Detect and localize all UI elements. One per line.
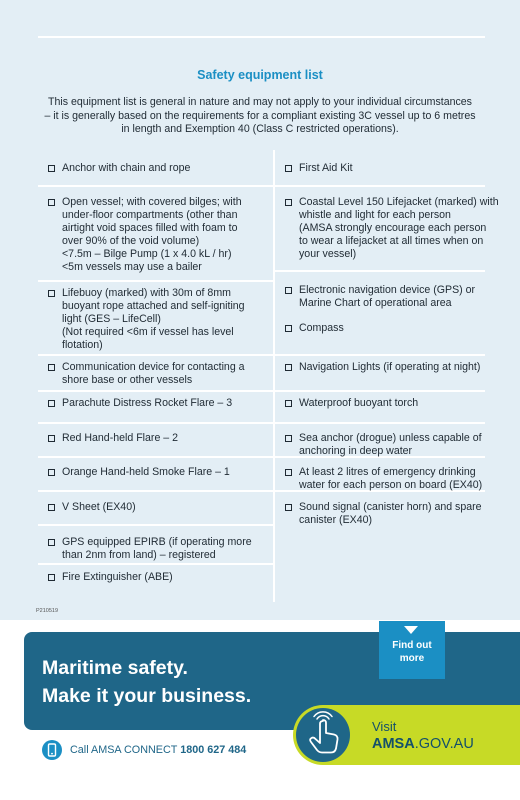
- site-name: AMSA: [372, 736, 415, 752]
- call-amsa-connect[interactable]: [70, 744, 246, 756]
- checklist-item-navigation-lights[interactable]: [285, 361, 503, 374]
- page-title: Safety equipment list: [197, 68, 323, 82]
- item-label: Lifebuoy (marked) with 30m of 8mm buoyant rope attached and self-igniting light (GES – LifeCell) (Not required <6m if vessel has level flotation): [62, 287, 245, 351]
- item-label: Sound signal (canister horn) and spare canister (EX40): [299, 501, 482, 526]
- item-label: Anchor with chain and rope: [62, 162, 191, 174]
- checkbox[interactable]: [285, 400, 292, 407]
- item-label: At least 2 litres of emergency drinking water for each person on board (EX40): [299, 466, 483, 491]
- checklist-item-bilge[interactable]: [48, 196, 270, 274]
- checkbox[interactable]: [48, 504, 55, 511]
- call-label: Call AMSA CONNECT: [70, 744, 181, 756]
- item-label: Open vessel; with covered bilges; with under-floor compartments (other than airtight void spaces filled with foam to over 90% of the void volume) <7.5m – Bilge Pump (1 x 4.0 kL / hr) <5m vessels may use a bailer: [62, 196, 242, 273]
- checklist-item-lifejacket[interactable]: [285, 196, 503, 261]
- row-divider: [38, 280, 273, 282]
- checkbox[interactable]: [48, 400, 55, 407]
- item-label: Electronic navigation device (GPS) or Marine Chart of operational area: [299, 284, 476, 309]
- item-label: First Aid Kit: [299, 162, 353, 174]
- checklist-item-torch[interactable]: [285, 397, 503, 410]
- checklist-item-rocket-flare[interactable]: [48, 397, 270, 410]
- down-arrow-icon: [404, 626, 418, 634]
- row-divider: [38, 490, 273, 492]
- visit-label: Visit: [372, 719, 397, 734]
- checkbox[interactable]: [48, 199, 55, 206]
- item-label: Orange Hand-held Smoke Flare – 1: [62, 466, 230, 478]
- checkbox[interactable]: [48, 469, 55, 476]
- website-url[interactable]: [372, 736, 474, 752]
- checklist-item-drinking-water[interactable]: [285, 466, 503, 492]
- row-divider: [38, 524, 273, 526]
- row-divider: [38, 354, 273, 356]
- checkbox[interactable]: [285, 435, 292, 442]
- row-divider: [38, 422, 273, 424]
- item-label: Coastal Level 150 Lifejacket (marked) with whistle and light for each person (AMSA strongly encourage each person to wear a lifejacket at all times when on your vessel): [299, 196, 499, 260]
- banner-slogan: Maritime safety. Make it your business.: [42, 657, 252, 707]
- checklist-item-smoke-flare[interactable]: [48, 466, 270, 479]
- find-out-more-button[interactable]: Find out more: [379, 621, 445, 679]
- row-divider: [275, 422, 485, 424]
- checklist-item-first-aid[interactable]: [285, 162, 503, 175]
- checklist-item-anchor[interactable]: [48, 162, 270, 175]
- item-label: Parachute Distress Rocket Flare – 3: [62, 397, 233, 409]
- pointing-hand-icon: [296, 708, 350, 762]
- item-label: Compass: [299, 322, 344, 334]
- checkbox[interactable]: [48, 364, 55, 371]
- checkbox[interactable]: [48, 539, 55, 546]
- checklist-item-compass[interactable]: [285, 322, 503, 335]
- checkbox[interactable]: [285, 165, 292, 172]
- item-label: GPS equipped EPIRB (if operating more than 2nm from land) – registered: [62, 536, 252, 561]
- top-divider: [38, 36, 485, 38]
- row-divider: [275, 354, 485, 356]
- checklist-item-red-flare[interactable]: [48, 432, 270, 445]
- checklist-item-navigation-device[interactable]: [285, 284, 503, 310]
- row-divider: [38, 456, 273, 458]
- checklist-item-sound-signal[interactable]: [285, 501, 503, 527]
- checklist-item-fire-extinguisher[interactable]: [48, 571, 270, 584]
- item-label: Fire Extinguisher (ABE): [62, 571, 173, 583]
- row-divider: [38, 185, 273, 187]
- checkbox[interactable]: [48, 290, 55, 297]
- row-divider: [38, 563, 273, 565]
- checkbox[interactable]: [48, 165, 55, 172]
- document-code: P210519: [36, 608, 59, 614]
- item-label: Red Hand-held Flare – 2: [62, 432, 179, 444]
- checklist-item-lifebuoy[interactable]: [48, 287, 270, 352]
- checkbox[interactable]: [285, 469, 292, 476]
- row-divider: [275, 390, 485, 392]
- site-domain: .GOV.AU: [414, 736, 474, 752]
- phone-number[interactable]: 1800 627 484: [180, 744, 247, 756]
- checkbox[interactable]: [285, 504, 292, 511]
- checkbox[interactable]: [285, 199, 292, 206]
- checkbox[interactable]: [48, 435, 55, 442]
- row-divider: [275, 270, 485, 272]
- item-label: Sea anchor (drogue) unless capable of anchoring in deep water: [299, 432, 482, 457]
- checkbox[interactable]: [285, 364, 292, 371]
- checklist-item-v-sheet[interactable]: [48, 501, 270, 514]
- item-label: Communication device for contacting a shore base or other vessels: [62, 361, 245, 386]
- checkbox[interactable]: [48, 574, 55, 581]
- item-label: V Sheet (EX40): [62, 501, 136, 513]
- row-divider: [275, 185, 485, 187]
- checklist-item-epirb[interactable]: [48, 536, 270, 562]
- checkbox[interactable]: [285, 325, 292, 332]
- column-divider: [273, 150, 275, 602]
- item-label: Waterproof buoyant torch: [299, 397, 419, 409]
- item-label: Navigation Lights (if operating at night): [299, 361, 481, 373]
- row-divider: [38, 390, 273, 392]
- intro-paragraph: This equipment list is general in nature and may not apply to your individual circumstances – it is generally based on the requirements for a compliant existing 3C vessel up to 6 metres in length and Exemption 40 (Class C restricted operations).: [44, 96, 476, 136]
- checkbox[interactable]: [285, 287, 292, 294]
- checklist-item-sea-anchor[interactable]: [285, 432, 503, 458]
- phone-icon: [42, 740, 62, 760]
- checklist-item-communication[interactable]: [48, 361, 270, 387]
